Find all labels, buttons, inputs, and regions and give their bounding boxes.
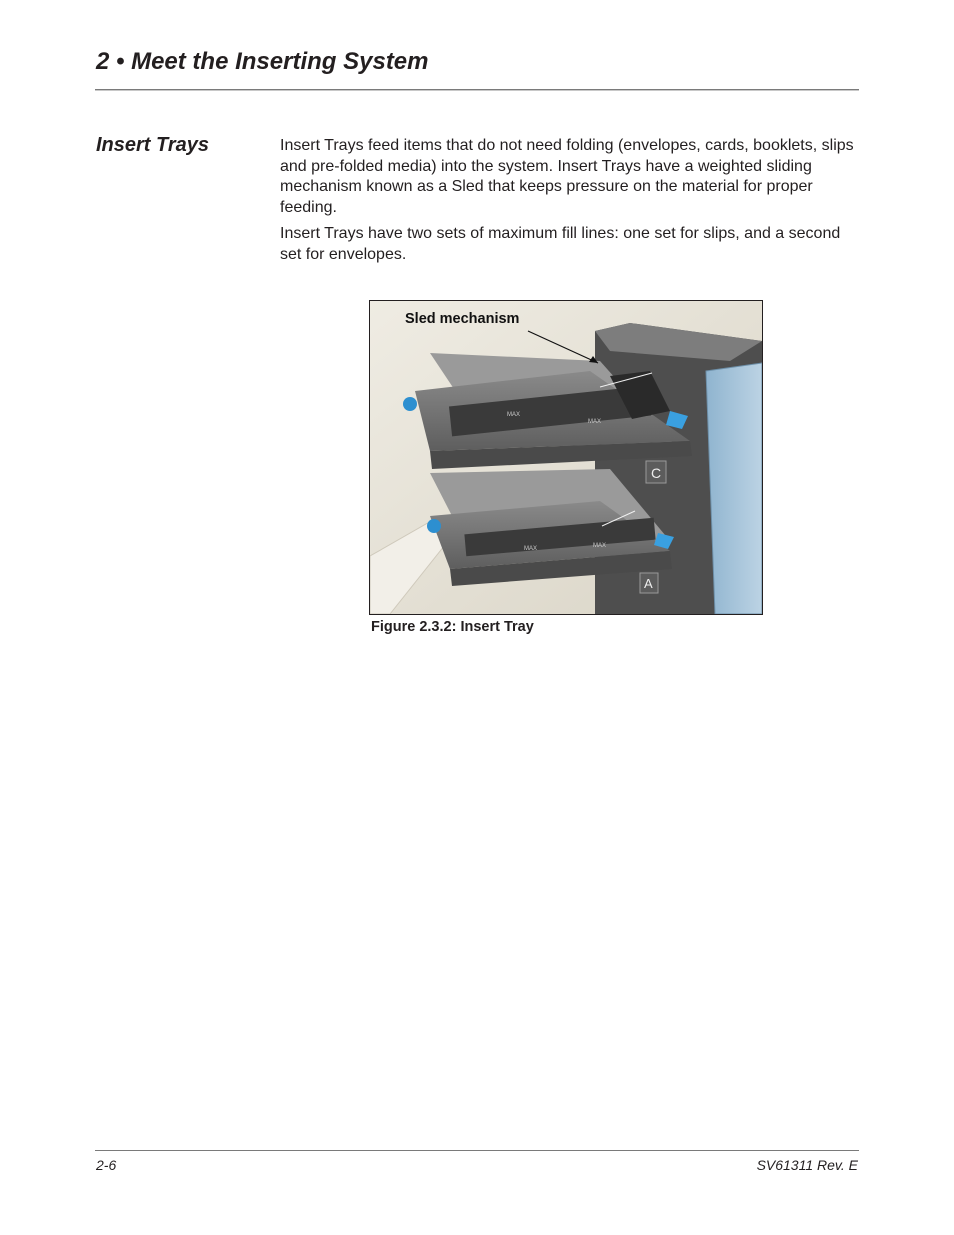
footer-rule	[95, 1150, 859, 1151]
tray-mark-c: C	[651, 465, 662, 481]
chapter-title: 2 • Meet the Inserting System	[96, 48, 429, 75]
paragraph-2: Insert Trays have two sets of maximum fill lines: one set for slips, and a second set for envelopes.	[280, 225, 841, 263]
document-id: SV61311 Rev. E	[756, 1157, 858, 1173]
section-heading: Insert Trays	[96, 134, 210, 156]
tray-mark-a: A	[644, 576, 653, 591]
fill-line-max-2: MAX	[588, 419, 602, 425]
fill-line-max-3: MAX	[524, 546, 538, 552]
sled-mechanism-callout: Sled mechanism	[405, 311, 520, 327]
insert-tray-photo	[369, 300, 763, 615]
section-body	[280, 136, 860, 271]
figure-caption: Figure 2.3.2: Insert Tray	[371, 619, 534, 635]
page-number: 2-6	[96, 1157, 117, 1173]
paragraph-1: Insert Trays feed items that do not need folding (envelopes, cards, booklets, slips and pre-folded media) into the system. Insert Trays have a weighted sliding mechanism known as a Sled that keeps pressure on the material for proper feeding.	[280, 137, 854, 216]
fill-line-max-4: MAX	[593, 543, 607, 549]
header-rule	[95, 89, 859, 91]
insert-tray-illustration	[370, 301, 762, 614]
fill-line-max-1: MAX	[507, 412, 521, 418]
